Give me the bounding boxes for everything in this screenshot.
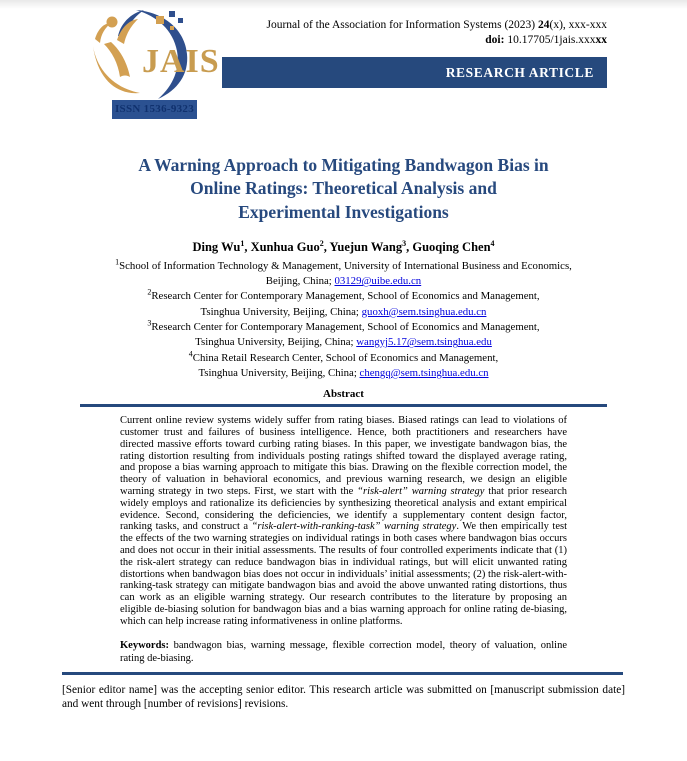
abstract-run-italic: “risk-alert” warning strategy — [357, 485, 485, 497]
affiliation — [0, 348, 687, 382]
email-link[interactable]: guoxh@sem.tsinghua.edu.cn — [361, 305, 487, 318]
author-name: , Yuejun Wang — [323, 239, 403, 254]
doi-value: 10.17705/1jais.xxx — [504, 34, 596, 47]
abstract-run: Current online review systems widely suffer from rating biases. Biased ratings can lead to violations of customer trust and failures of business intelligence. Hence, both practitioners and researchers have directed massive efforts toward curbing rating biases. In this paper, we investigate bandwagon bias, the rating distortion resulting from individuals posting ratings shifted toward the displayed average rating, and propose a bias warning approach to mitigate this bias. Drawing on the flexible correction model, the theory of valuation in behavioral economics, and previous warning research, we design an eligible warning strategy in two steps. First, we start with the — [120, 415, 567, 497]
author-name: , Guoqing Chen — [406, 239, 491, 254]
email-link[interactable]: chengq@sem.tsinghua.edu.cn — [359, 366, 489, 379]
author-sup: 4 — [490, 238, 495, 248]
logo-pixel-square — [169, 11, 175, 17]
footer-divider — [62, 672, 623, 675]
affiliation-sup: 4 — [188, 348, 193, 358]
affiliation-line — [0, 259, 687, 274]
affiliation — [0, 320, 687, 351]
affiliation-sup: 3 — [147, 318, 152, 328]
keywords — [120, 639, 567, 665]
doi-value-suffix: xx — [595, 34, 607, 47]
journal-citation-line — [267, 18, 608, 33]
doi-label: doi: — [485, 34, 505, 47]
email-link[interactable]: 03129@uibe.edu.cn — [334, 275, 422, 288]
affiliation — [0, 259, 687, 290]
affiliation-line — [0, 366, 687, 381]
affiliation-text: Research Center for Contemporary Management, School of Economics and Management, — [151, 290, 540, 303]
abstract-text — [120, 415, 567, 627]
affiliation-line — [0, 305, 687, 320]
author-name: Ding Wu — [192, 239, 241, 254]
keywords-label: Keywords: — [120, 639, 169, 651]
affiliation-line — [0, 348, 687, 366]
journal-info — [267, 18, 608, 48]
abstract-heading: Abstract — [323, 388, 364, 401]
editor-footnote: [Senior editor name] was the accepting senior editor. This research article was submitted on [manuscript submission date] and went through [number of revisions] revisions. — [62, 683, 625, 711]
jais-logo-text: JAIS — [142, 43, 220, 80]
article-title-line: Experimental Investigations — [238, 201, 449, 222]
article-title-line: Online Ratings: Theoretical Analysis and — [190, 178, 497, 199]
affiliation-line — [0, 320, 687, 335]
affiliation-text: Tsinghua University, Beijing, China; — [198, 366, 360, 379]
affiliation-sup: 2 — [147, 287, 152, 297]
author-sup: 1 — [240, 238, 245, 248]
affiliation-line — [0, 274, 687, 289]
author-name: , Xunhua Guo — [244, 239, 320, 254]
affiliation-text: Research Center for Contemporary Management, School of Economics and Management, — [151, 320, 540, 333]
keywords-text: bandwagon bias, warning message, flexible correction model, theory of valuation, online rating de-biasing. — [120, 639, 567, 664]
affiliation-line — [0, 289, 687, 304]
logo-pixel-square — [178, 18, 183, 23]
research-article-banner — [222, 57, 607, 88]
journal-issue-pages: (x), xxx-xxx — [549, 19, 607, 31]
article-title — [0, 154, 687, 224]
affiliation — [0, 289, 687, 320]
logo-pixel-square — [170, 26, 174, 30]
logo-figure-head — [107, 17, 118, 28]
affiliation-text: Tsinghua University, Beijing, China; — [195, 336, 357, 349]
journal-volume: 24 — [538, 19, 550, 31]
affiliations — [0, 259, 687, 381]
article-title-line: A Warning Approach to Mitigating Bandwagon Bias in — [138, 155, 549, 175]
abstract-divider — [80, 404, 607, 407]
journal-name: Journal of the Association for Information Systems (2023) — [266, 19, 538, 31]
author-sup: 2 — [319, 238, 324, 248]
page-header — [0, 0, 687, 125]
banner-label: RESEARCH ARTICLE — [445, 65, 594, 80]
abstract-run: . We then empirically test the effects of the two warning strategies on individual ratings in both cases where bandwagon bias occurs and does not occur in their initial assessments. The results of four controlled experiments indicate that (1) the risk-alert strategy can reduce bandwagon bias in individual ratings, but will elicit unwanted rating distortions when bandwagon bias does not occur in individuals’ initial assessments; (2) the risk-alert-with-ranking-task strategy can mitigate bandwagon bias and avoid the above unwanted rating distortions, thus can work as an eligible warning strategy. Our research contributes to the literature by proposing an eligible de-biasing solution for bandwagon bias and a bias warning approach for online rating de-biasing, which can help increase rating informativeness in online platforms. — [120, 521, 568, 627]
issn-badge: ISSN 1536-9323 — [112, 100, 197, 119]
abstract-run-italic: “risk-alert-with-ranking-task” warning strategy — [251, 521, 457, 533]
affiliation-sup: 1 — [115, 257, 120, 267]
email-link[interactable]: wangyj5.17@sem.tsinghua.edu — [356, 336, 492, 349]
jais-logo — [90, 6, 228, 102]
doi-line — [267, 33, 608, 48]
title-page-content — [0, 125, 687, 712]
logo-figure-body — [104, 42, 130, 77]
author-sup: 3 — [402, 238, 407, 248]
abstract-run: that prior research widely employs and rationalize its deficiencies by synthesizing theoretical analysis and extant empirical evidence. Second, considering the deficiencies, we identify a supplementary content design factor, ranking tasks, and construct a — [120, 485, 567, 533]
affiliation-line — [0, 335, 687, 350]
author-line — [0, 240, 687, 255]
affiliation-text: School of Information Technology & Management, University of International Business and Economics, — [119, 259, 572, 272]
affiliation-text: Tsinghua University, Beijing, China; — [200, 305, 362, 318]
affiliation-text: China Retail Research Center, School of Economics and Management, — [192, 351, 499, 364]
affiliation-text: Beijing, China; — [265, 275, 335, 288]
logo-pixel-square — [156, 16, 164, 24]
